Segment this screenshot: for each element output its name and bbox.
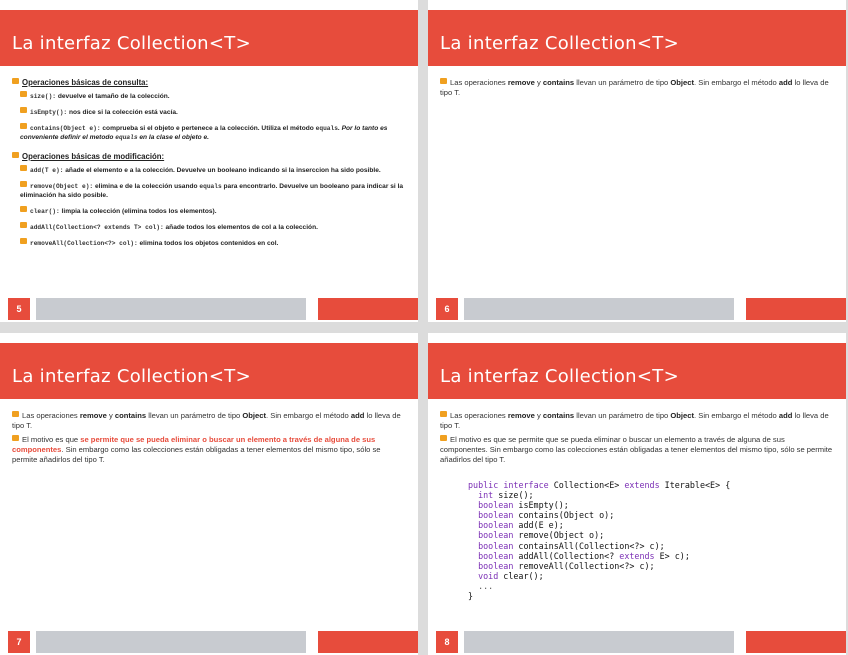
slide-5	[0, 0, 418, 322]
list-item: clear(): limpia la colección (elimina todos los elementos).	[20, 206, 406, 216]
slide-footer	[428, 629, 846, 655]
slide-body	[12, 411, 406, 469]
bullet-icon	[20, 206, 27, 212]
bullet-icon	[12, 411, 19, 417]
slide-6	[428, 0, 846, 322]
slide-title: La interfaz Collection<T>	[440, 366, 679, 387]
bullet-icon	[20, 181, 27, 187]
bullet-icon	[440, 411, 447, 417]
paragraph: Las operaciones remove y contains llevan un parámetro de tipo Object. Sin embargo el método add lo lleva de tipo T.	[12, 411, 401, 430]
slide-body	[12, 78, 406, 254]
code-block: public interface Collection<E> extends Iterable<E> { int size(); boolean isEmpty(); boolean contains(Object o); boolean add(E e); boolean remove(Object o); boolean containsAll(Collection<?> c); boolean addAll(Collection<? extends E> c); boolean removeAll(Collection<?> c); void clear(); ... }	[468, 480, 731, 602]
slide-number: 8	[436, 631, 458, 653]
bullet-icon	[440, 435, 447, 441]
bullet-icon	[20, 91, 27, 97]
list-item: isEmpty(): nos dice si la colección está vacía.	[20, 107, 406, 117]
slide-title: La interfaz Collection<T>	[12, 366, 251, 387]
slide-8	[428, 333, 846, 655]
paragraph: Las operaciones remove y contains llevan un parámetro de tipo Object. Sin embargo el método add lo lleva de tipo T.	[440, 411, 829, 430]
slide-body	[440, 411, 834, 469]
slide-header	[428, 10, 846, 66]
footer-accent	[746, 298, 846, 320]
slide-number: 6	[436, 298, 458, 320]
paragraph: El motivo es que se permite que se pueda eliminar o buscar un elemento a través de alguna de sus componentes. Sin embargo como las colecciones están obligadas a tener elementos del mismo tipo, sólo se permite añadirlos del tipo T.	[440, 435, 833, 464]
list-item: remove(Object e): elimina e de la colección usando equals para encontrarlo. Devuelve un booleano para indicar si la eliminación ha sido posible.	[20, 183, 404, 199]
slide-body	[440, 78, 834, 102]
highlight-text: se permite que se pueda eliminar o buscar un elemento a través de alguna de sus componentes	[12, 435, 376, 454]
footer-bar	[464, 298, 734, 320]
footer-accent	[746, 631, 846, 653]
slide-title: La interfaz Collection<T>	[440, 33, 679, 54]
footer-accent	[318, 298, 418, 320]
list-item: contains(Object e): comprueba si el objeto e pertenece a la colección. Utiliza el método equals. Por lo tanto es conveniente definir el metodo equals en la clase el objeto e.	[20, 125, 388, 141]
slide-footer	[0, 629, 418, 655]
slide-footer	[0, 296, 418, 322]
bullet-icon	[20, 107, 27, 113]
list-item: add(T e): añade el elemento e a la colección. Devuelve un booleano indicando si la inserccion ha sido posible.	[20, 165, 406, 175]
footer-bar	[36, 298, 306, 320]
slide-7	[0, 333, 418, 655]
footer-accent	[318, 631, 418, 653]
slide-header	[0, 10, 418, 66]
bullet-icon	[20, 123, 27, 129]
slide-title: La interfaz Collection<T>	[12, 33, 251, 54]
section-heading: Operaciones básicas de modificación:	[12, 152, 406, 161]
footer-bar	[36, 631, 306, 653]
slide-header	[0, 343, 418, 399]
paragraph: El motivo es que se permite que se pueda eliminar o buscar un elemento a través de alguna de sus componentes. Sin embargo como las colecciones están obligadas a tener elementos del mismo tipo, sólo se permite añadirlos del tipo T.	[12, 435, 381, 464]
slide-footer	[428, 296, 846, 322]
paragraph: Las operaciones remove y contains llevan un parámetro de tipo Object. Sin embargo el método add lo lleva de tipo T.	[440, 78, 829, 97]
bullet-icon	[440, 78, 447, 84]
bullet-icon	[20, 238, 27, 244]
bullet-icon	[20, 222, 27, 228]
slide-number: 7	[8, 631, 30, 653]
bullet-icon	[12, 152, 19, 158]
list-item: removeAll(Collection<?> col): elimina todos los objetos contenidos en col.	[20, 238, 406, 248]
list-item: addAll(Collection<? extends T> col): añade todos los elementos de col a la colección.	[20, 222, 406, 232]
slide-number: 5	[8, 298, 30, 320]
section-heading: Operaciones básicas de consulta:	[12, 78, 406, 87]
bullet-icon	[12, 435, 19, 441]
footer-bar	[464, 631, 734, 653]
slide-header	[428, 343, 846, 399]
bullet-icon	[20, 165, 27, 171]
list-item: size(): devuelve el tamaño de la colección.	[20, 91, 406, 101]
bullet-icon	[12, 78, 19, 84]
